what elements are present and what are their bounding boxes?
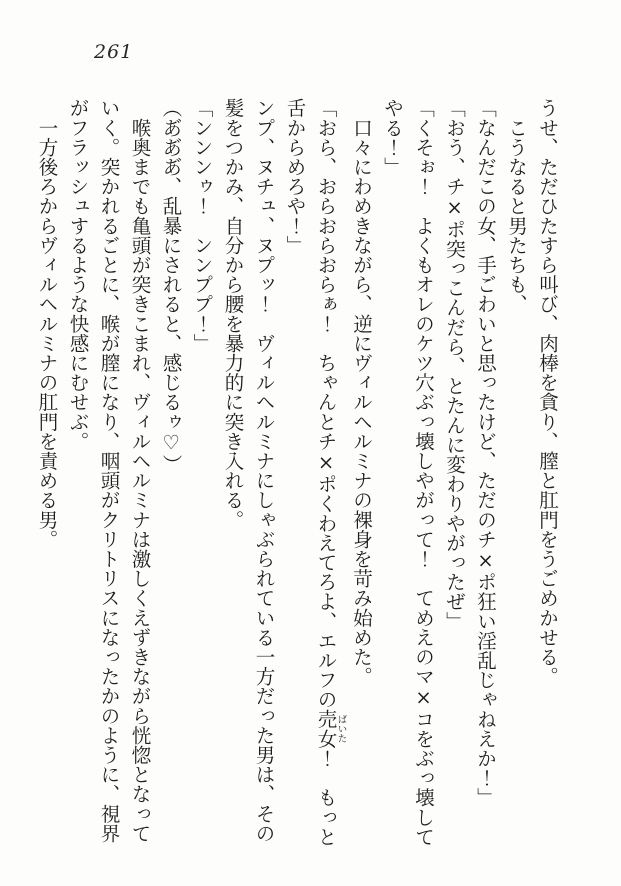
vertical-text-block <box>18 98 563 850</box>
paragraph-9: 「ンンンゥ！ ンンププ！」 <box>190 98 214 353</box>
paragraph-4: 「おう、チ×ポ突っこんだら、とたんに変わりやがったぜ」 <box>443 98 466 631</box>
paragraph-12: 一方後ろからヴィルヘルミナの肛門を責める男。 <box>35 98 59 549</box>
page-number: 261 <box>94 41 134 63</box>
paragraph-6: 口々にわめきながら、逆にヴィルヘルミナの裸身を苛み始めた。 <box>350 98 373 686</box>
paragraph-7 <box>280 98 347 850</box>
paragraph-3: 「なんだこの女、手ごわいと思ったけど、ただのチ×ポ狂い淫乱じゃねえか！」 <box>474 98 497 808</box>
paragraph-11: 喉奥までも亀頭が突きこまれ、ヴィルヘルミナは激しくえずきながら恍惚となっていく。突かれるごとに、喉が膣になり、咽頭がクリトリスになったかのように、視界がフラッシュするような快感にむせぶ。 <box>66 98 152 843</box>
paragraph-2: こうなると男たちも、 <box>505 98 528 314</box>
paragraph-7-after: ！ もっと舌からめろや！」 <box>283 98 338 847</box>
paragraph-7-before: 「おら、おらおらおらぁ！ ちゃんとチ×ポくわえてろよ、エルフの <box>314 98 338 710</box>
paragraph-1: うせ、ただひたすら叫び、肉棒を貪り、膣と肛門をうごめかせる。 <box>536 98 559 686</box>
ruby-annotation <box>314 709 347 749</box>
paragraph-8: ンプ、ヌチュ、ヌプッ！ ヴィルヘルミナにしゃぶられている一方だった男は、その髪をつかみ、自分から腰を暴力的に突き入れる。 <box>221 98 276 843</box>
paragraph-10: （あ゙あ゙あ゙、乱暴にされると、感じるゥ♡） <box>159 98 183 474</box>
ruby-base-text: 売女 <box>314 709 338 749</box>
paragraph-5: 「くそぉ！ よくもオレのケツ穴ぶっ壊しやがって！ てめえのマ×コをぶっ壊してやる！」 <box>381 98 435 847</box>
furigana-text: ばいた <box>335 709 347 749</box>
